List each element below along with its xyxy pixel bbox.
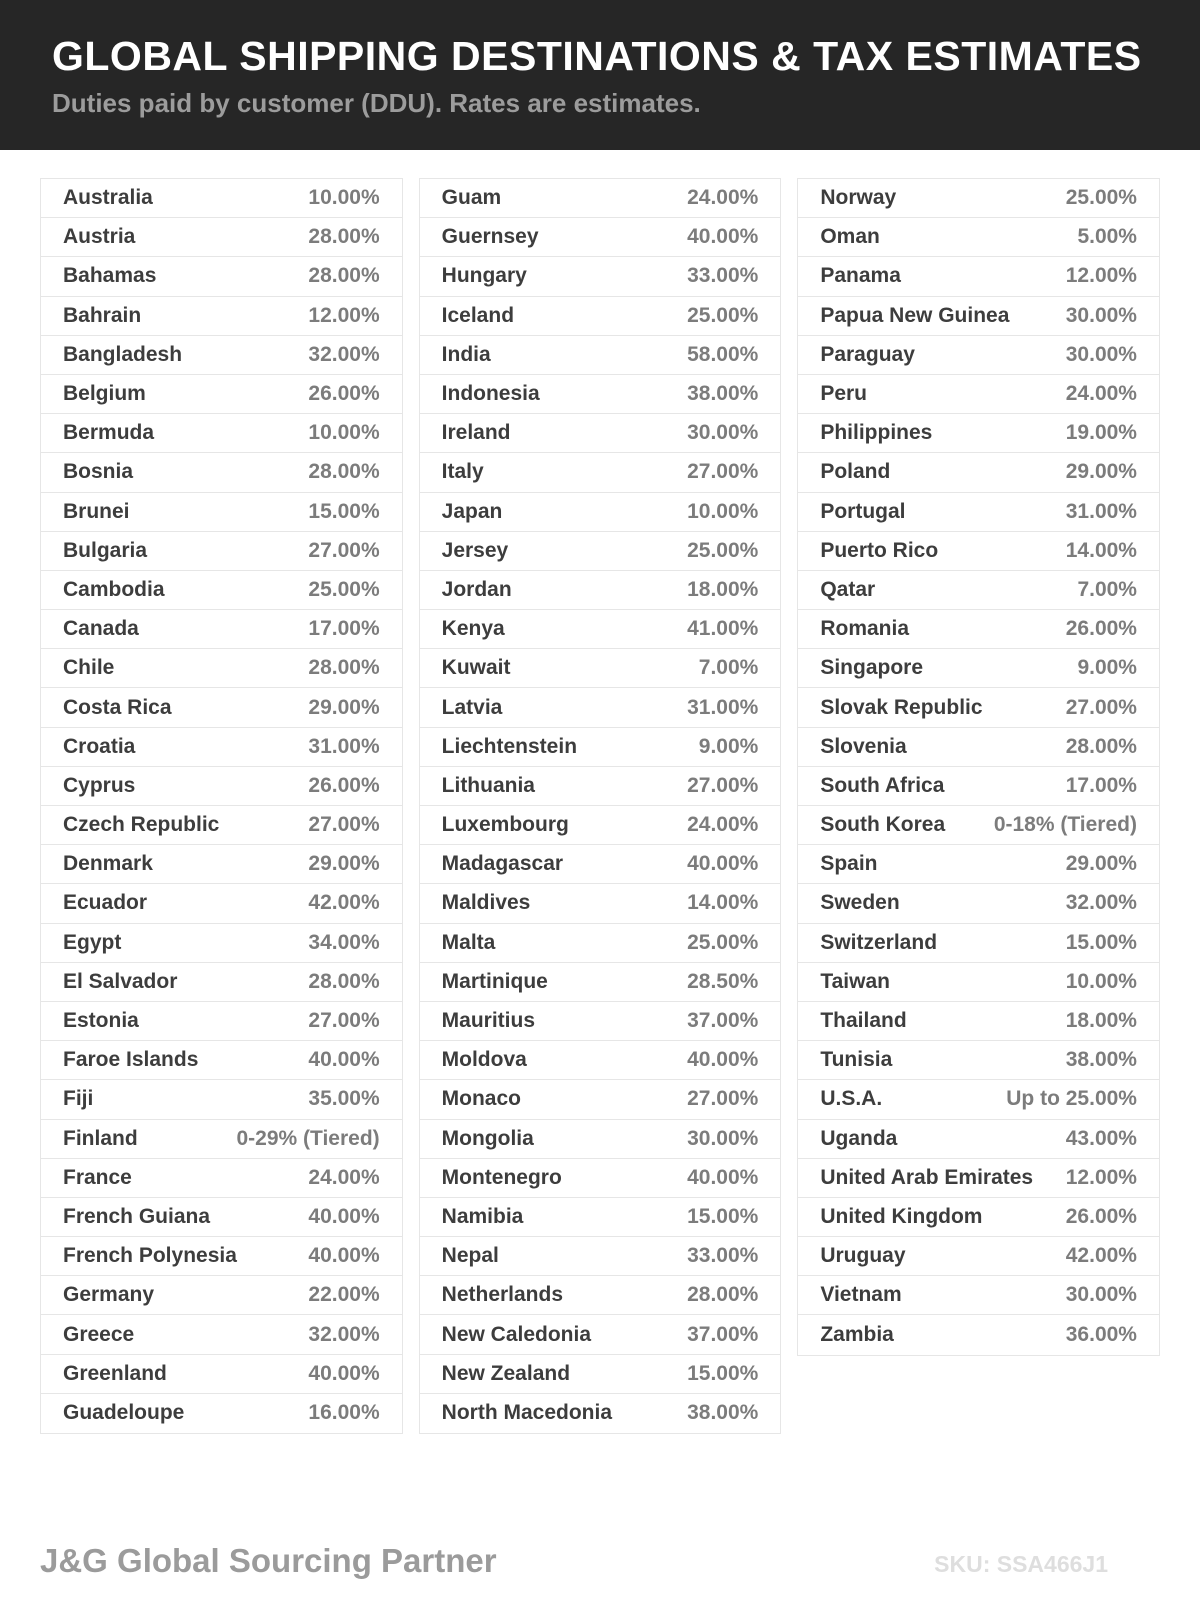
tax-rate: 25.00%: [687, 303, 759, 327]
country-name: Qatar: [820, 577, 876, 601]
table-row: [420, 218, 781, 257]
table-row: [420, 257, 781, 296]
table-row: [798, 1315, 1159, 1354]
table-row: [41, 532, 402, 571]
country-name: Greece: [63, 1322, 135, 1346]
tax-rate: 15.00%: [1065, 930, 1137, 954]
tax-rate: 29.00%: [1065, 852, 1137, 876]
tax-rate: 25.00%: [1065, 186, 1137, 210]
table-row: [420, 649, 781, 688]
country-name: Guam: [441, 186, 502, 210]
tax-rate: 15.00%: [308, 499, 380, 523]
table-row: [798, 1080, 1159, 1119]
table-row: [798, 845, 1159, 884]
tax-table: [0, 150, 1200, 1434]
tax-rate: 31.00%: [687, 695, 759, 719]
country-name: Denmark: [63, 852, 153, 876]
country-name: Thailand: [820, 1009, 907, 1033]
country-name: French Guiana: [63, 1204, 211, 1228]
table-row: [798, 414, 1159, 453]
table-row: [41, 688, 402, 727]
table-row: [798, 532, 1159, 571]
table-row: [41, 453, 402, 492]
tax-rate: 10.00%: [1065, 969, 1137, 993]
country-name: Mongolia: [441, 1126, 534, 1150]
table-row: [41, 1159, 402, 1198]
tax-rate: 27.00%: [687, 1087, 759, 1111]
page-title: GLOBAL SHIPPING DESTINATIONS & TAX ESTIMATES: [52, 33, 1142, 79]
table-row: [798, 1159, 1159, 1198]
table-row: [798, 493, 1159, 532]
country-name: Singapore: [820, 656, 924, 680]
tax-rate: 10.00%: [687, 499, 759, 523]
country-name: Mauritius: [441, 1009, 535, 1033]
country-name: Madagascar: [441, 852, 564, 876]
country-name: Costa Rica: [63, 695, 172, 719]
table-row: [41, 1355, 402, 1394]
tax-rate: 32.00%: [1065, 891, 1137, 915]
tax-rate: 7.00%: [1077, 577, 1137, 601]
country-name: Latvia: [441, 695, 503, 719]
tax-rate: 28.00%: [308, 656, 380, 680]
table-row: [420, 1315, 781, 1354]
tax-rate: 15.00%: [687, 1361, 759, 1385]
country-name: Guadeloupe: [63, 1401, 185, 1425]
table-row: [798, 806, 1159, 845]
country-name: Papua New Guinea: [820, 303, 1010, 327]
tax-rate: 26.00%: [308, 773, 380, 797]
table-row: [420, 728, 781, 767]
tax-table-column-3: [797, 178, 1160, 1356]
table-row: [420, 1041, 781, 1080]
country-name: Guernsey: [441, 225, 539, 249]
table-row: [41, 218, 402, 257]
country-name: Jordan: [441, 577, 512, 601]
country-name: Oman: [820, 225, 880, 249]
country-name: Uganda: [820, 1126, 898, 1150]
country-name: France: [63, 1165, 132, 1189]
country-name: Italy: [441, 460, 484, 484]
country-name: Iceland: [441, 303, 515, 327]
tax-rate: 38.00%: [687, 1401, 759, 1425]
country-name: Ireland: [441, 421, 511, 445]
tax-rate: 30.00%: [687, 1126, 759, 1150]
country-name: Bahamas: [63, 264, 157, 288]
tax-rate: 26.00%: [1065, 617, 1137, 641]
tax-rate: 12.00%: [1065, 1165, 1137, 1189]
country-name: Fiji: [63, 1087, 94, 1111]
country-name: Jersey: [441, 538, 509, 562]
tax-rate: 30.00%: [1065, 342, 1137, 366]
tax-rate: 36.00%: [1065, 1323, 1137, 1347]
table-row: [798, 884, 1159, 923]
table-row: [420, 297, 781, 336]
country-name: Vietnam: [820, 1283, 902, 1307]
table-row: [41, 610, 402, 649]
table-row: [420, 336, 781, 375]
table-row: [420, 571, 781, 610]
tax-rate: 15.00%: [687, 1204, 759, 1228]
tax-rate: 32.00%: [308, 1322, 380, 1346]
tax-rate: 22.00%: [308, 1283, 380, 1307]
tax-rate: 10.00%: [308, 186, 380, 210]
table-row: [41, 1198, 402, 1237]
country-name: Montenegro: [441, 1165, 562, 1189]
table-row: [41, 1276, 402, 1315]
tax-rate: 9.00%: [698, 734, 759, 758]
table-row: [41, 571, 402, 610]
table-row: [420, 1237, 781, 1276]
country-name: Estonia: [63, 1009, 139, 1033]
table-row: [798, 924, 1159, 963]
tax-rate: 58.00%: [687, 342, 759, 366]
page-header: [0, 0, 1200, 150]
table-row: [798, 610, 1159, 649]
tax-rate: 40.00%: [687, 1165, 759, 1189]
table-row: [798, 218, 1159, 257]
tax-rate: 18.00%: [1065, 1009, 1137, 1033]
tax-rate: 40.00%: [308, 1048, 380, 1072]
country-name: Faroe Islands: [63, 1048, 199, 1072]
tax-rate: 40.00%: [687, 852, 759, 876]
tax-rate: 40.00%: [687, 225, 759, 249]
table-row: [420, 688, 781, 727]
tax-rate: 12.00%: [308, 303, 380, 327]
tax-rate: 35.00%: [308, 1087, 380, 1111]
tax-rate: 27.00%: [308, 538, 380, 562]
tax-rate: 30.00%: [1065, 1283, 1137, 1307]
table-row: [798, 1041, 1159, 1080]
country-name: Bahrain: [63, 303, 142, 327]
country-name: Japan: [441, 499, 503, 523]
country-name: Peru: [820, 382, 868, 406]
country-name: Greenland: [63, 1361, 167, 1385]
country-name: United Arab Emirates: [820, 1165, 1034, 1189]
table-row: [420, 179, 781, 218]
country-name: North Macedonia: [441, 1401, 613, 1425]
country-name: Nepal: [441, 1244, 499, 1268]
tax-rate: 28.00%: [308, 225, 380, 249]
tax-rate: 28.00%: [1065, 734, 1137, 758]
tax-rate: 17.00%: [1065, 773, 1137, 797]
tax-rate: 40.00%: [687, 1048, 759, 1072]
tax-rate: 14.00%: [687, 891, 759, 915]
table-row: [798, 297, 1159, 336]
tax-rate: 28.00%: [308, 264, 380, 288]
country-name: Slovenia: [820, 734, 907, 758]
sku-label: SKU: SSA466J1: [934, 1551, 1108, 1577]
tax-rate: 25.00%: [308, 577, 380, 601]
country-name: Ecuador: [63, 891, 148, 915]
table-row: [798, 1237, 1159, 1276]
table-row: [798, 1002, 1159, 1041]
country-name: Egypt: [63, 930, 122, 954]
table-row: [41, 297, 402, 336]
table-row: [798, 1276, 1159, 1315]
country-name: Luxembourg: [441, 813, 569, 837]
table-row: [41, 963, 402, 1002]
country-name: Belgium: [63, 382, 146, 406]
country-name: Panama: [820, 264, 901, 288]
tax-rate: 37.00%: [687, 1322, 759, 1346]
tax-rate: 29.00%: [308, 852, 380, 876]
table-row: [41, 728, 402, 767]
table-row: [420, 414, 781, 453]
country-name: Cyprus: [63, 773, 136, 797]
country-name: Maldives: [441, 891, 531, 915]
country-name: Kuwait: [441, 656, 511, 680]
tax-rate: 24.00%: [687, 186, 759, 210]
country-name: New Zealand: [441, 1361, 571, 1385]
country-name: Liechtenstein: [441, 734, 578, 758]
table-row: [798, 257, 1159, 296]
country-name: Puerto Rico: [820, 538, 939, 562]
tax-rate: 0-29% (Tiered): [236, 1126, 380, 1150]
tax-rate: 5.00%: [1077, 225, 1137, 249]
country-name: Monaco: [441, 1087, 521, 1111]
table-row: [420, 493, 781, 532]
tax-rate: 40.00%: [308, 1244, 380, 1268]
country-name: Cambodia: [63, 577, 165, 601]
table-row: [420, 532, 781, 571]
tax-rate: 24.00%: [687, 813, 759, 837]
tax-rate: 28.00%: [308, 969, 380, 993]
tax-rate: 24.00%: [1065, 382, 1137, 406]
table-row: [798, 375, 1159, 414]
tax-rate: 33.00%: [687, 1244, 759, 1268]
tax-rate: 41.00%: [687, 617, 759, 641]
table-row: [41, 1237, 402, 1276]
table-row: [41, 493, 402, 532]
country-name: Hungary: [441, 264, 527, 288]
country-name: Austria: [63, 225, 136, 249]
country-name: Uruguay: [820, 1244, 906, 1268]
tax-rate: 10.00%: [308, 421, 380, 445]
tax-rate: 31.00%: [308, 734, 380, 758]
tax-rate: 30.00%: [1065, 303, 1137, 327]
tax-rate: 27.00%: [1065, 695, 1137, 719]
tax-rate: 40.00%: [308, 1204, 380, 1228]
table-row: [41, 767, 402, 806]
table-row: [41, 336, 402, 375]
table-row: [798, 1198, 1159, 1237]
tax-rate: 30.00%: [687, 421, 759, 445]
table-row: [420, 1002, 781, 1041]
tax-rate: 9.00%: [1077, 656, 1137, 680]
tax-table-column-1: [40, 178, 403, 1434]
page-footer: [0, 1542, 1200, 1580]
table-row: [41, 806, 402, 845]
tax-rate: 25.00%: [687, 538, 759, 562]
tax-rate: 27.00%: [687, 460, 759, 484]
tax-rate: 38.00%: [1065, 1048, 1137, 1072]
tax-rate: 43.00%: [1065, 1126, 1137, 1150]
tax-rate: 37.00%: [687, 1009, 759, 1033]
country-name: Paraguay: [820, 342, 915, 366]
tax-rate: 31.00%: [1065, 499, 1137, 523]
tax-rate: 34.00%: [308, 930, 380, 954]
table-row: [420, 963, 781, 1002]
country-name: Bulgaria: [63, 538, 148, 562]
tax-rate: 12.00%: [1065, 264, 1137, 288]
tax-rate: 17.00%: [308, 617, 380, 641]
table-row: [41, 1002, 402, 1041]
tax-rate: 29.00%: [308, 695, 380, 719]
tax-rate: 28.50%: [687, 969, 759, 993]
table-row: [420, 1080, 781, 1119]
country-name: Bangladesh: [63, 342, 183, 366]
table-row: [41, 1120, 402, 1159]
country-name: Lithuania: [441, 773, 535, 797]
country-name: Martinique: [441, 969, 548, 993]
country-name: Switzerland: [820, 930, 938, 954]
brand-text: J&G Global Sourcing Partner: [40, 1542, 497, 1579]
tax-rate: 29.00%: [1065, 460, 1137, 484]
country-name: French Polynesia: [63, 1244, 237, 1268]
table-row: [798, 963, 1159, 1002]
table-row: [420, 1198, 781, 1237]
country-name: Netherlands: [441, 1283, 564, 1307]
table-row: [41, 649, 402, 688]
tax-rate: 14.00%: [1065, 538, 1137, 562]
table-row: [798, 453, 1159, 492]
country-name: Namibia: [441, 1204, 524, 1228]
tax-rate: 0-18% (Tiered): [993, 813, 1137, 837]
country-name: South Africa: [820, 773, 945, 797]
table-row: [41, 257, 402, 296]
table-row: [798, 767, 1159, 806]
tax-rate: 25.00%: [687, 930, 759, 954]
tax-rate: 16.00%: [308, 1401, 380, 1425]
country-name: Indonesia: [441, 382, 540, 406]
table-row: [420, 806, 781, 845]
table-row: [41, 375, 402, 414]
table-row: [41, 414, 402, 453]
tax-rate: 33.00%: [687, 264, 759, 288]
table-row: [798, 1120, 1159, 1159]
country-name: Philippines: [820, 421, 933, 445]
tax-rate: 40.00%: [308, 1361, 380, 1385]
table-row: [420, 845, 781, 884]
country-name: Finland: [63, 1126, 138, 1150]
country-name: Croatia: [63, 734, 136, 758]
tax-rate: 26.00%: [308, 382, 380, 406]
tax-rate: 7.00%: [698, 656, 759, 680]
table-row: [798, 179, 1159, 218]
table-row: [41, 1394, 402, 1433]
country-name: Poland: [820, 460, 891, 484]
country-name: New Caledonia: [441, 1322, 592, 1346]
tax-rate: 19.00%: [1065, 421, 1137, 445]
tax-rate: 18.00%: [687, 577, 759, 601]
tax-rate: 38.00%: [687, 382, 759, 406]
table-row: [41, 1315, 402, 1354]
table-row: [420, 1120, 781, 1159]
country-name: Malta: [441, 930, 496, 954]
country-name: Sweden: [820, 891, 900, 915]
country-name: U.S.A.: [820, 1087, 883, 1111]
country-name: Czech Republic: [63, 813, 220, 837]
country-name: Zambia: [820, 1323, 894, 1347]
table-row: [420, 1355, 781, 1394]
tax-rate: 26.00%: [1065, 1204, 1137, 1228]
table-row: [420, 924, 781, 963]
country-name: Moldova: [441, 1048, 527, 1072]
table-row: [41, 1080, 402, 1119]
tax-rate: 42.00%: [1065, 1244, 1137, 1268]
table-row: [798, 649, 1159, 688]
table-row: [420, 610, 781, 649]
country-name: Chile: [63, 656, 115, 680]
country-name: Canada: [63, 617, 139, 641]
table-row: [41, 845, 402, 884]
tax-rate: 27.00%: [687, 773, 759, 797]
country-name: Brunei: [63, 499, 130, 523]
country-name: Bermuda: [63, 421, 155, 445]
tax-table-column-2: [419, 178, 782, 1434]
table-row: [420, 1159, 781, 1198]
tax-rate: 28.00%: [308, 460, 380, 484]
tax-rate: 32.00%: [308, 342, 380, 366]
country-name: Romania: [820, 617, 910, 641]
table-row: [420, 1394, 781, 1433]
table-row: [420, 767, 781, 806]
country-name: Tunisia: [820, 1048, 893, 1072]
tax-rate: 27.00%: [308, 813, 380, 837]
country-name: Taiwan: [820, 969, 890, 993]
country-name: Slovak Republic: [820, 695, 983, 719]
tax-rate: 24.00%: [308, 1165, 380, 1189]
table-row: [420, 1276, 781, 1315]
tax-rate: 42.00%: [308, 891, 380, 915]
table-row: [41, 1041, 402, 1080]
table-row: [41, 179, 402, 218]
country-name: Kenya: [441, 617, 505, 641]
country-name: Norway: [820, 186, 897, 210]
country-name: Australia: [63, 186, 153, 210]
table-row: [798, 728, 1159, 767]
table-row: [41, 924, 402, 963]
country-name: Portugal: [820, 499, 906, 523]
country-name: Germany: [63, 1283, 155, 1307]
table-row: [420, 375, 781, 414]
table-row: [420, 453, 781, 492]
table-row: [798, 688, 1159, 727]
country-name: Spain: [820, 852, 878, 876]
table-row: [798, 571, 1159, 610]
country-name: El Salvador: [63, 969, 178, 993]
country-name: South Korea: [820, 813, 946, 837]
tax-rate: 28.00%: [687, 1283, 759, 1307]
table-row: [798, 336, 1159, 375]
country-name: Bosnia: [63, 460, 134, 484]
tax-rate: Up to 25.00%: [1006, 1087, 1137, 1111]
table-row: [41, 884, 402, 923]
country-name: India: [441, 342, 491, 366]
tax-rate: 27.00%: [308, 1009, 380, 1033]
country-name: United Kingdom: [820, 1204, 983, 1228]
page-subtitle: Duties paid by customer (DDU). Rates are estimates.: [52, 88, 701, 119]
table-row: [420, 884, 781, 923]
